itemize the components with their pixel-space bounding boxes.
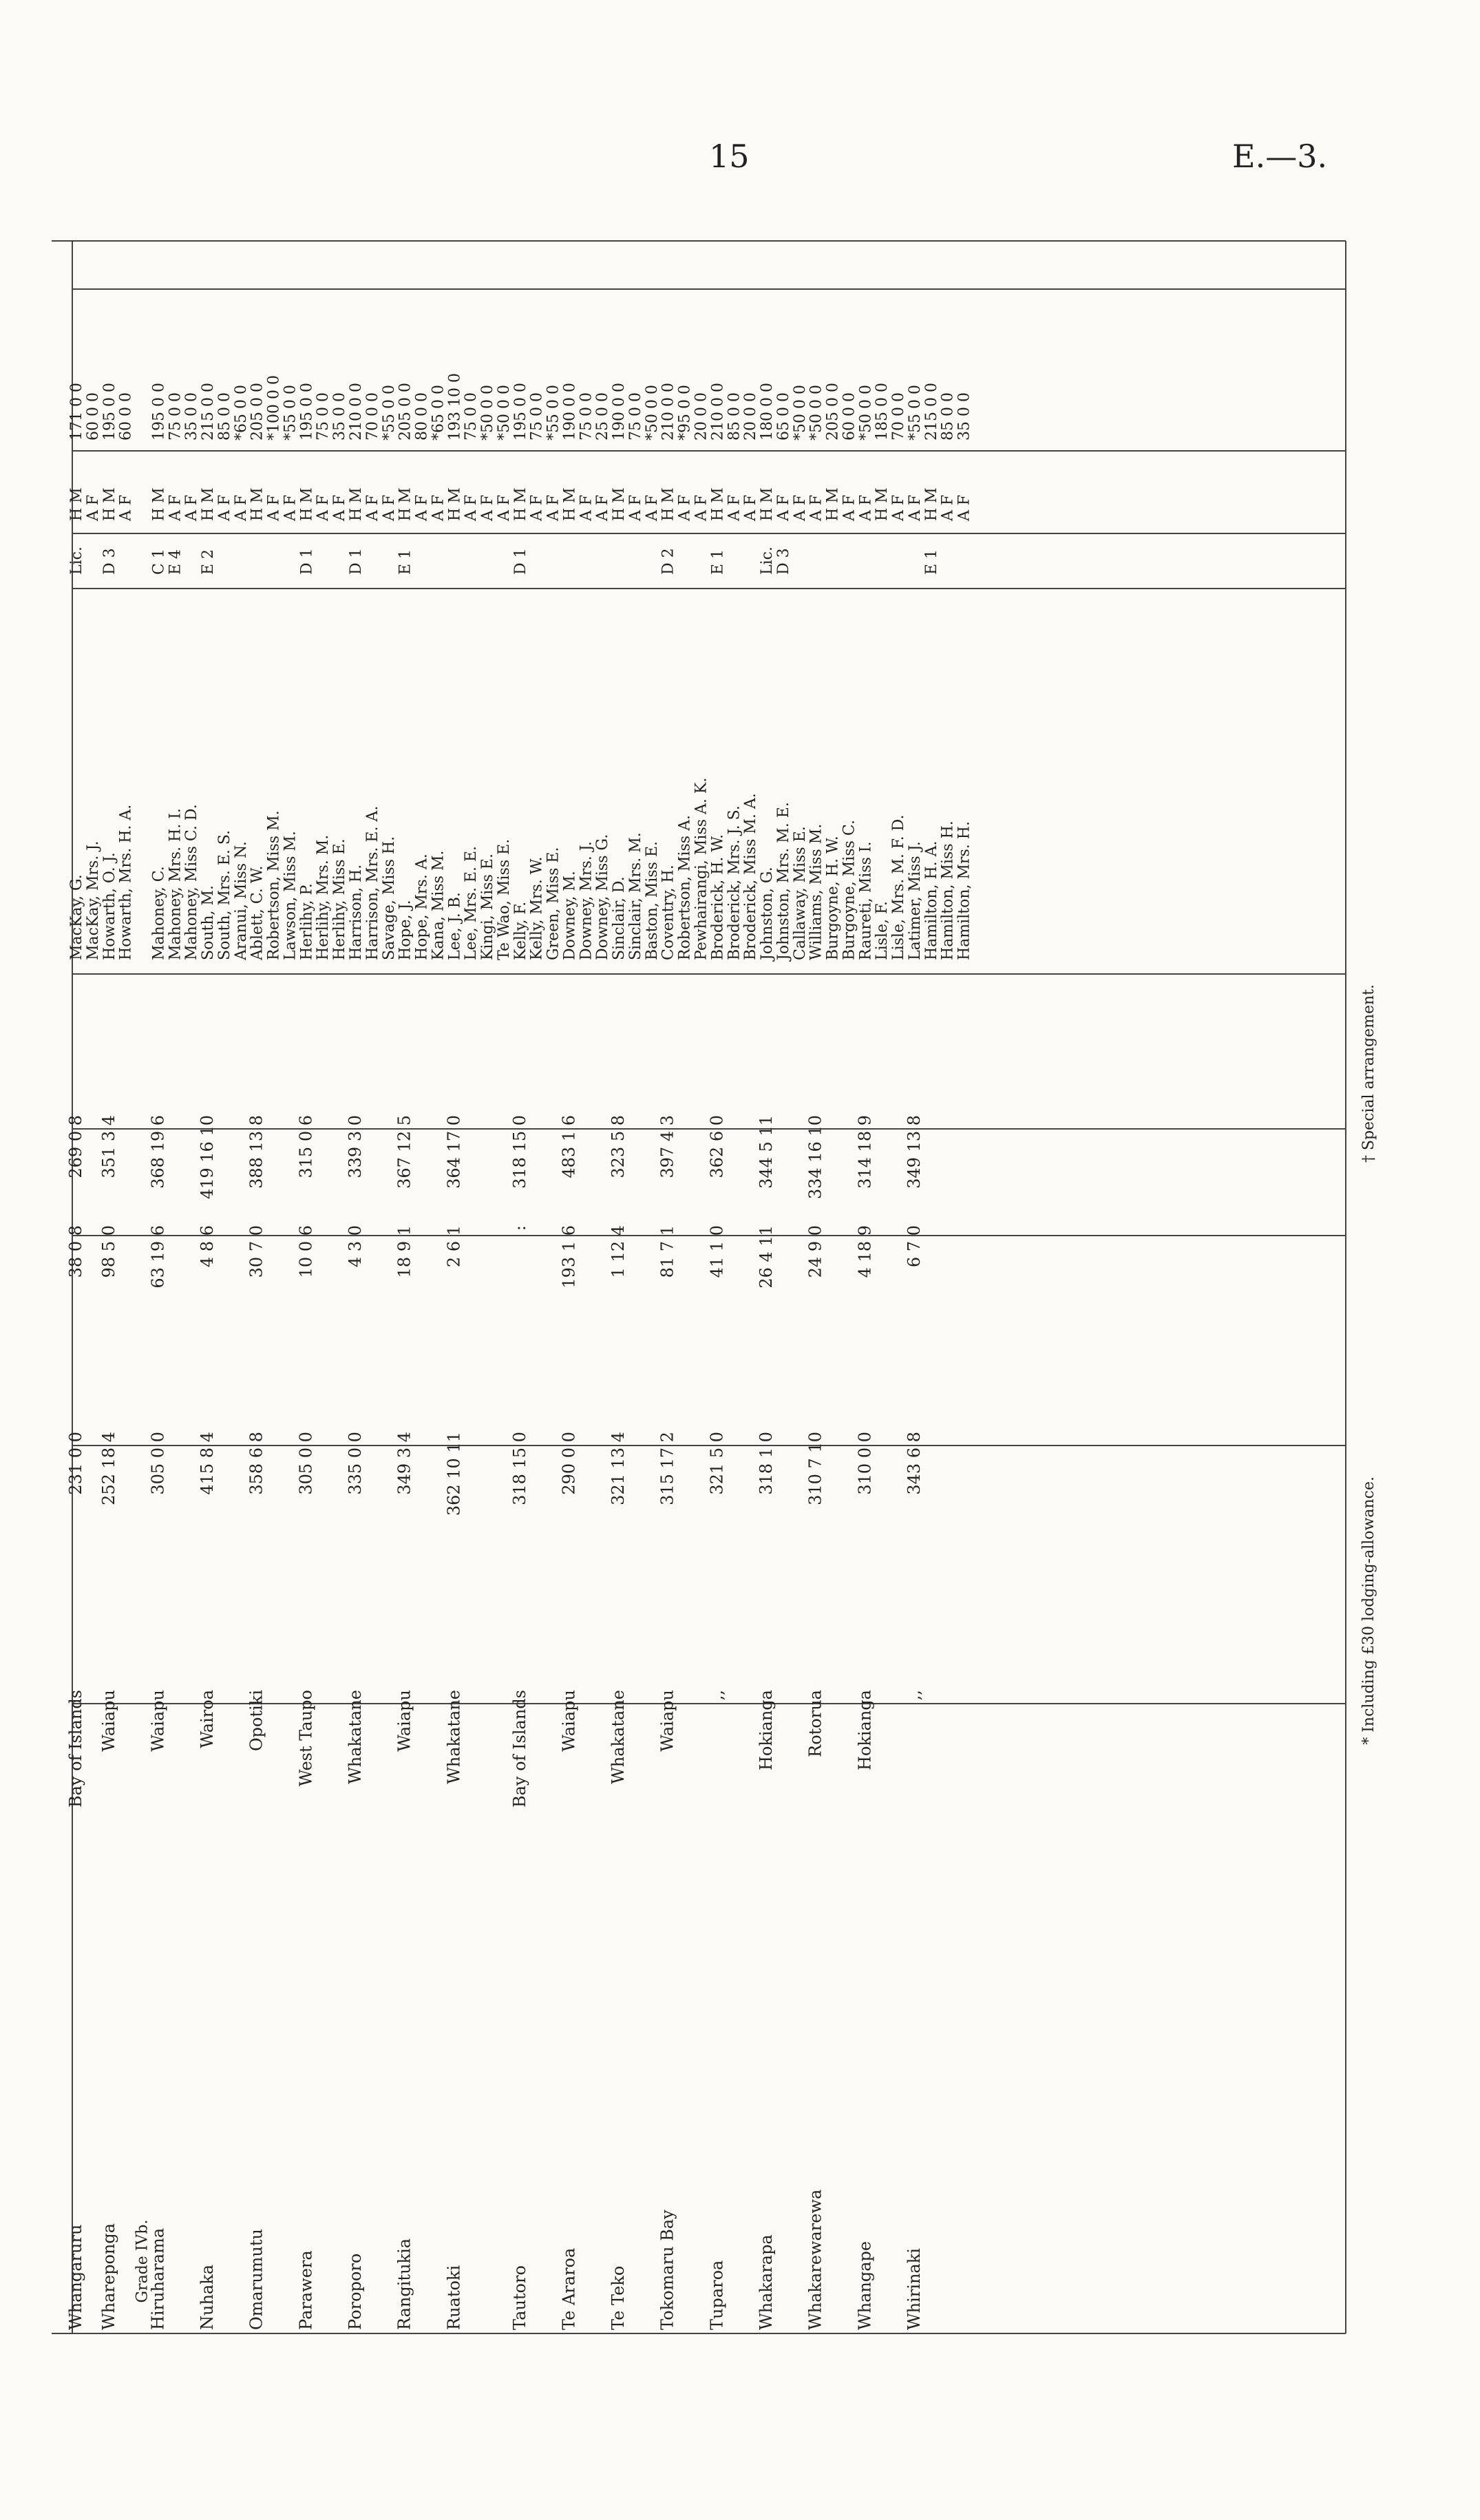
teacher-name: Hamilton, Mrs. H. — [955, 821, 973, 960]
amount-total: 231 0 0 — [66, 1432, 85, 1495]
teacher-name: Robertson, Miss M. — [265, 810, 283, 960]
teacher-name: Kelly, F. — [511, 901, 529, 960]
amount-total: 318 1 0 — [757, 1432, 776, 1495]
teacher-name: Mahoney, C. — [150, 866, 168, 960]
teacher-position: A F — [495, 494, 513, 521]
teacher-position: H M — [101, 487, 118, 521]
school-name: Tokomaru Bay — [657, 2210, 677, 2330]
teacher-salary: 180 0 0 — [759, 383, 776, 441]
teacher-name: Latimer, Miss J. — [907, 841, 924, 960]
table-rules — [52, 241, 1346, 2333]
county-name: Wairoa — [198, 1690, 218, 1748]
teacher-name: Callaway, Miss E. — [791, 826, 809, 960]
teacher-position: A F — [167, 494, 184, 521]
teacher-class: D 1 — [348, 548, 365, 575]
county-name: Opotiki — [246, 1690, 266, 1752]
teacher-salary: 195 0 0 — [150, 383, 168, 441]
teacher-salary: *50 0 0 — [643, 385, 661, 441]
teacher-salary: 193 10 0 — [446, 373, 464, 441]
teacher-salary: 75 0 0 — [315, 392, 332, 441]
teacher-position: A F — [939, 494, 957, 521]
amount-total: 305 0 0 — [148, 1432, 168, 1495]
teacher-name: Hamilton, Miss H. — [939, 820, 957, 960]
teacher-position: A F — [643, 494, 661, 521]
teacher-name: Broderick, H. W. — [709, 834, 727, 960]
teacher-position: H M — [249, 487, 266, 521]
amount-other: : — [509, 1225, 529, 1231]
teacher-position: H M — [824, 487, 842, 521]
amount-other: 6 7 0 — [905, 1225, 924, 1268]
amount-combined: 269 0 8 — [66, 1115, 85, 1178]
teacher-salary: 215 0 0 — [922, 383, 940, 441]
teacher-salary: 65 0 0 — [774, 392, 792, 441]
teacher-name: Burgoyne, H. W. — [824, 836, 842, 960]
teacher-name: Williams, Miss M. — [807, 823, 825, 960]
teacher-salary: 205 0 0 — [397, 383, 414, 441]
school-name: Whirinaki — [905, 2248, 924, 2330]
teacher-salary: *50 0 0 — [495, 385, 513, 441]
teacher-name: Lisle, Mrs. M. F. D. — [890, 814, 908, 960]
amount-combined: 483 1 6 — [559, 1115, 579, 1178]
teacher-position: H M — [709, 487, 727, 521]
teacher-position: A F — [907, 494, 924, 521]
teacher-class: E 1 — [922, 549, 940, 575]
amount-total: 335 0 0 — [346, 1432, 365, 1495]
teacher-position: H M — [150, 487, 168, 521]
teacher-position: A F — [693, 494, 710, 521]
teacher-salary: 205 0 0 — [249, 383, 266, 441]
amount-total: 305 0 0 — [296, 1432, 316, 1495]
amount-combined: 344 5 11 — [757, 1115, 776, 1189]
teacher-class: Lic. — [759, 547, 776, 575]
teacher-salary: 25 0 0 — [594, 392, 612, 441]
county-name: ,, — [707, 1690, 727, 1701]
teacher-name: Downey, Miss G. — [594, 834, 612, 960]
teacher-salary: 70 0 0 — [890, 392, 908, 441]
teacher-salary: *55 0 0 — [545, 385, 562, 441]
teacher-salary: 20 0 0 — [742, 392, 760, 441]
teacher-position: H M — [200, 487, 218, 521]
teacher-name: Herlihy, P. — [298, 883, 316, 960]
teacher-name: Kana, Miss M. — [430, 850, 447, 960]
teacher-name: Lisle, F. — [874, 901, 891, 960]
teacher-name: Howarth, O. J. — [101, 852, 118, 960]
teacher-salary: 60 0 0 — [84, 392, 102, 441]
amount-other: 41 1 0 — [707, 1225, 727, 1278]
teacher-position: A F — [479, 494, 496, 521]
amount-combined: 362 6 0 — [707, 1115, 727, 1178]
teacher-position: H M — [611, 487, 628, 521]
amount-other: 10 0 6 — [296, 1225, 316, 1278]
teacher-salary: 171 0 0 — [68, 383, 85, 441]
amount-other: 2 6 1 — [444, 1225, 464, 1268]
amount-other: 26 4 11 — [757, 1225, 776, 1289]
teacher-salary: 70 0 0 — [363, 392, 381, 441]
teacher-position: A F — [528, 494, 546, 521]
amount-combined: 349 13 8 — [905, 1115, 924, 1189]
teacher-salary: *50 0 0 — [857, 385, 875, 441]
teacher-position: A F — [955, 494, 973, 521]
amount-combined: 388 13 8 — [246, 1115, 266, 1189]
amount-total: 343 6 8 — [905, 1432, 924, 1495]
school-name: Hiruharama — [148, 2227, 168, 2330]
page-number: 15 — [709, 138, 750, 175]
teacher-name: Mahoney, Miss C. D. — [183, 804, 201, 960]
teacher-name: Hamilton, H. A. — [922, 840, 940, 960]
school-name: Parawera — [296, 2250, 316, 2330]
teacher-salary: 75 0 0 — [167, 392, 184, 441]
teacher-salary: *95 0 0 — [676, 385, 694, 441]
amount-total: 318 15 0 — [509, 1432, 529, 1505]
county-name: ,, — [905, 1690, 924, 1701]
report-code: E.—3. — [1232, 138, 1328, 175]
teacher-name: Johnston, G. — [759, 867, 776, 960]
teacher-salary: *55 0 0 — [282, 385, 299, 441]
county-name: Whakatane — [609, 1690, 628, 1784]
teacher-position: A F — [315, 494, 332, 521]
amount-total: 315 17 2 — [657, 1432, 677, 1505]
teacher-salary: 85 0 0 — [215, 392, 233, 441]
amount-other: 4 18 9 — [855, 1225, 875, 1278]
teacher-class: D 3 — [774, 548, 792, 575]
teacher-position: A F — [742, 494, 760, 521]
school-name: Ruatoki — [444, 2265, 464, 2330]
school-name: Poroporo — [346, 2253, 365, 2330]
amount-combined: 419 16 10 — [198, 1115, 218, 1200]
teacher-salary: 215 0 0 — [200, 383, 218, 441]
amount-total: 362 10 11 — [444, 1432, 464, 1516]
teacher-position: A F — [726, 494, 743, 521]
amount-combined: 397 4 3 — [657, 1115, 677, 1178]
teacher-name: Green, Miss E. — [545, 847, 562, 960]
teacher-salary: *55 0 0 — [907, 385, 924, 441]
teacher-salary: 190 0 0 — [561, 383, 579, 441]
teacher-salary: 205 0 0 — [824, 383, 842, 441]
amount-total: 310 0 0 — [855, 1432, 875, 1495]
teacher-position: H M — [922, 487, 940, 521]
teacher-class: Lic. — [68, 547, 85, 575]
amount-combined: 323 5 8 — [609, 1115, 628, 1178]
county-name: Waiapu — [394, 1690, 414, 1752]
teacher-class: E 1 — [397, 549, 414, 575]
teacher-name: Coventry, H. — [659, 865, 677, 960]
teacher-position: A F — [627, 494, 644, 521]
teacher-name: Harrison, Mrs. E. A. — [363, 805, 381, 960]
teacher-class: D 1 — [511, 548, 529, 575]
school-name: Whakarewarewa — [805, 2189, 825, 2330]
amount-other: 38 0 8 — [66, 1225, 85, 1278]
teacher-salary: *50 0 0 — [791, 385, 809, 441]
teacher-position: H M — [446, 487, 464, 521]
teacher-name: Sinclair, D. — [611, 876, 628, 960]
amount-combined: 351 3 4 — [98, 1115, 118, 1178]
amount-total: 290 0 0 — [559, 1432, 579, 1495]
teacher-position: A F — [807, 494, 825, 521]
teacher-position: H M — [759, 487, 776, 521]
teacher-position: A F — [857, 494, 875, 521]
teacher-name: Mahoney, Mrs. H. I. — [167, 808, 184, 960]
teacher-name: Te Wao, Miss E. — [495, 838, 513, 960]
teacher-position: A F — [331, 494, 349, 521]
teacher-position: A F — [215, 494, 233, 521]
teacher-position: A F — [84, 494, 102, 521]
amount-total: 252 18 4 — [98, 1432, 118, 1505]
amount-combined: 367 12 5 — [394, 1115, 414, 1189]
county-name: Waiapu — [98, 1690, 118, 1752]
amount-other: 81 7 1 — [657, 1225, 677, 1278]
footnote-dagger: † Special arrangement. — [1360, 984, 1377, 1163]
teacher-class: D 3 — [101, 548, 118, 575]
teacher-name: Lawson, Miss M. — [282, 831, 299, 960]
teacher-salary: 75 0 0 — [578, 392, 595, 441]
county-name: West Taupo — [296, 1690, 316, 1787]
teacher-salary: 35 0 0 — [183, 392, 201, 441]
teacher-class: C 1 — [150, 549, 168, 575]
teacher-salary: 60 0 0 — [117, 392, 135, 441]
school-name: Omarumutu — [246, 2229, 266, 2330]
teacher-position: A F — [594, 494, 612, 521]
teacher-class: E 4 — [167, 549, 184, 575]
teacher-salary: 210 0 0 — [348, 383, 365, 441]
teacher-class: E 1 — [709, 549, 727, 575]
school-name: Te Araroa — [559, 2247, 579, 2330]
teacher-position: A F — [463, 494, 480, 521]
county-name: Bay of Islands — [66, 1690, 85, 1808]
county-name: Waiapu — [559, 1690, 579, 1752]
teacher-name: MacKay, Mrs. J. — [84, 840, 102, 960]
teacher-salary: *100 0 0 — [265, 375, 283, 441]
teacher-name: Aranui, Miss N. — [232, 841, 250, 960]
teacher-position: A F — [380, 494, 398, 521]
amount-other: 193 1 6 — [559, 1225, 579, 1289]
teacher-name: South, M. — [200, 885, 218, 960]
teacher-salary: 80 0 0 — [413, 392, 431, 441]
teacher-name: Sinclair, Mrs. M. — [627, 832, 644, 960]
teacher-name: Downey, M. — [561, 871, 579, 960]
teacher-name: Hope, J. — [397, 900, 414, 960]
teacher-salary: 85 0 0 — [726, 392, 743, 441]
teacher-class: D 2 — [659, 548, 677, 575]
teacher-name: Ablett, C. W. — [249, 865, 266, 960]
school-name: Tautoro — [509, 2265, 529, 2330]
teacher-salary: 190 0 0 — [611, 383, 628, 441]
teacher-position: A F — [265, 494, 283, 521]
teacher-name: Herlihy, Miss E. — [331, 838, 349, 960]
school-name: Nuhaka — [198, 2264, 218, 2330]
teacher-position: A F — [578, 494, 595, 521]
amount-combined: 368 19 6 — [148, 1115, 168, 1189]
teacher-name: Robertson, Miss A. — [676, 815, 694, 960]
teacher-class: D 1 — [298, 548, 316, 575]
county-name: Waiapu — [148, 1690, 168, 1752]
teacher-name: Harrison, H. — [348, 864, 365, 960]
amount-total: 358 6 8 — [246, 1432, 266, 1495]
county-name: Bay of Islands — [509, 1690, 529, 1808]
teacher-position: A F — [430, 494, 447, 521]
amount-other: 18 9 1 — [394, 1225, 414, 1278]
amount-combined: 318 15 0 — [509, 1115, 529, 1189]
teacher-salary: 195 0 0 — [511, 383, 529, 441]
teacher-position: A F — [117, 494, 135, 521]
teacher-position: H M — [397, 487, 414, 521]
teacher-position: H M — [561, 487, 579, 521]
teacher-position: A F — [232, 494, 250, 521]
amount-total: 415 8 4 — [198, 1432, 218, 1495]
teacher-salary: *65 0 0 — [430, 385, 447, 441]
teacher-name: Kingi, Miss E. — [479, 854, 496, 960]
school-name: Whakarapa — [757, 2234, 776, 2330]
teacher-name: Broderick, Mrs. J. S. — [726, 805, 743, 960]
teacher-class: E 2 — [200, 549, 218, 575]
amount-total: 310 7 10 — [805, 1432, 825, 1505]
teacher-salary: 195 0 0 — [298, 383, 316, 441]
teacher-position: A F — [841, 494, 858, 521]
teacher-salary: 35 0 0 — [955, 392, 973, 441]
teacher-salary: 75 0 0 — [528, 392, 546, 441]
amount-combined: 314 18 9 — [855, 1115, 875, 1189]
amount-other: 1 12 4 — [609, 1225, 628, 1278]
teacher-position: A F — [282, 494, 299, 521]
teacher-salary: 85 0 0 — [939, 392, 957, 441]
teacher-position: H M — [68, 487, 85, 521]
teacher-position: H M — [874, 487, 891, 521]
teacher-salary: *50 0 0 — [479, 385, 496, 441]
amount-other: 98 5 0 — [98, 1225, 118, 1278]
county-name: Rotorua — [805, 1690, 825, 1757]
teacher-salary: *50 0 0 — [807, 385, 825, 441]
teacher-name: Kelly, Mrs. W. — [528, 856, 546, 960]
grade-heading: Grade IVb. — [134, 2219, 151, 2303]
amount-combined: 364 17 0 — [444, 1115, 464, 1189]
teacher-name: Herlihy, Mrs. M. — [315, 834, 332, 960]
school-name: Te Teko — [609, 2265, 628, 2330]
amount-combined: 334 16 10 — [805, 1115, 825, 1200]
teacher-position: A F — [791, 494, 809, 521]
teacher-name: Downey, Mrs. J. — [578, 841, 595, 960]
county-name: Hokianga — [855, 1690, 875, 1771]
amount-combined: 339 3 0 — [346, 1115, 365, 1178]
teacher-name: Johnston, Mrs. M. E. — [774, 802, 792, 960]
teacher-name: Howarth, Mrs. H. A. — [117, 804, 135, 960]
amount-other: 63 19 6 — [148, 1225, 168, 1289]
teacher-name: Baston, Miss E. — [643, 840, 661, 960]
amount-combined: 315 0 6 — [296, 1115, 316, 1178]
county-name: Whakatane — [444, 1690, 464, 1784]
school-name: Tuparoa — [707, 2260, 727, 2330]
teacher-name: MacKay, G. — [68, 874, 85, 960]
teacher-salary: 195 0 0 — [101, 383, 118, 441]
school-name: Rangitukia — [394, 2238, 414, 2330]
teacher-name: Burgoyne, Miss C. — [841, 820, 858, 960]
teacher-name: Lee, Mrs. E. E. — [463, 845, 480, 960]
amount-other: 4 8 6 — [198, 1225, 218, 1268]
teacher-name: Pewhairangi, Miss A. K. — [693, 777, 710, 960]
teacher-position: A F — [774, 494, 792, 521]
school-name: Whangaruru — [66, 2224, 85, 2330]
teacher-salary: *65 0 0 — [232, 385, 250, 441]
teacher-position: H M — [298, 487, 316, 521]
amount-other: 24 9 0 — [805, 1225, 825, 1278]
teacher-name: Raureti, Miss I. — [857, 841, 875, 960]
county-name: Waiapu — [657, 1690, 677, 1752]
teacher-salary: *55 0 0 — [380, 385, 398, 441]
teacher-salary: 60 0 0 — [841, 392, 858, 441]
teacher-salary: 35 0 0 — [331, 392, 349, 441]
teacher-salary: 20 0 0 — [693, 392, 710, 441]
county-name: Whakatane — [346, 1690, 365, 1784]
teacher-position: A F — [183, 494, 201, 521]
teacher-position: H M — [348, 487, 365, 521]
school-name: Whangape — [855, 2241, 875, 2330]
school-name: Whareponga — [98, 2223, 118, 2330]
teacher-salary: 75 0 0 — [627, 392, 644, 441]
teacher-position: A F — [676, 494, 694, 521]
teacher-position: H M — [511, 487, 529, 521]
teacher-position: A F — [890, 494, 908, 521]
teacher-salary: 210 0 0 — [659, 383, 677, 441]
teacher-position: A F — [413, 494, 431, 521]
amount-total: 321 5 0 — [707, 1432, 727, 1495]
teacher-name: Hope, Mrs. A. — [413, 854, 431, 960]
teacher-position: A F — [363, 494, 381, 521]
teacher-name: Savage, Miss H. — [380, 836, 398, 960]
amount-total: 349 3 4 — [394, 1432, 414, 1495]
teacher-name: Broderick, Miss M. A. — [742, 793, 760, 960]
teacher-salary: 75 0 0 — [463, 392, 480, 441]
teacher-position: A F — [545, 494, 562, 521]
footnote-star: * Including £30 lodging-allowance. — [1360, 1476, 1377, 1745]
county-name: Hokianga — [757, 1690, 776, 1771]
amount-other: 4 3 0 — [346, 1225, 365, 1268]
teacher-salary: 185 0 0 — [874, 383, 891, 441]
teacher-name: South, Mrs. E. S. — [215, 829, 233, 960]
teacher-salary: 210 0 0 — [709, 383, 727, 441]
amount-other: 30 7 0 — [246, 1225, 266, 1278]
amount-total: 321 13 4 — [609, 1432, 628, 1505]
teacher-name: Lee, J. B. — [446, 892, 464, 960]
teacher-position: H M — [659, 487, 677, 521]
